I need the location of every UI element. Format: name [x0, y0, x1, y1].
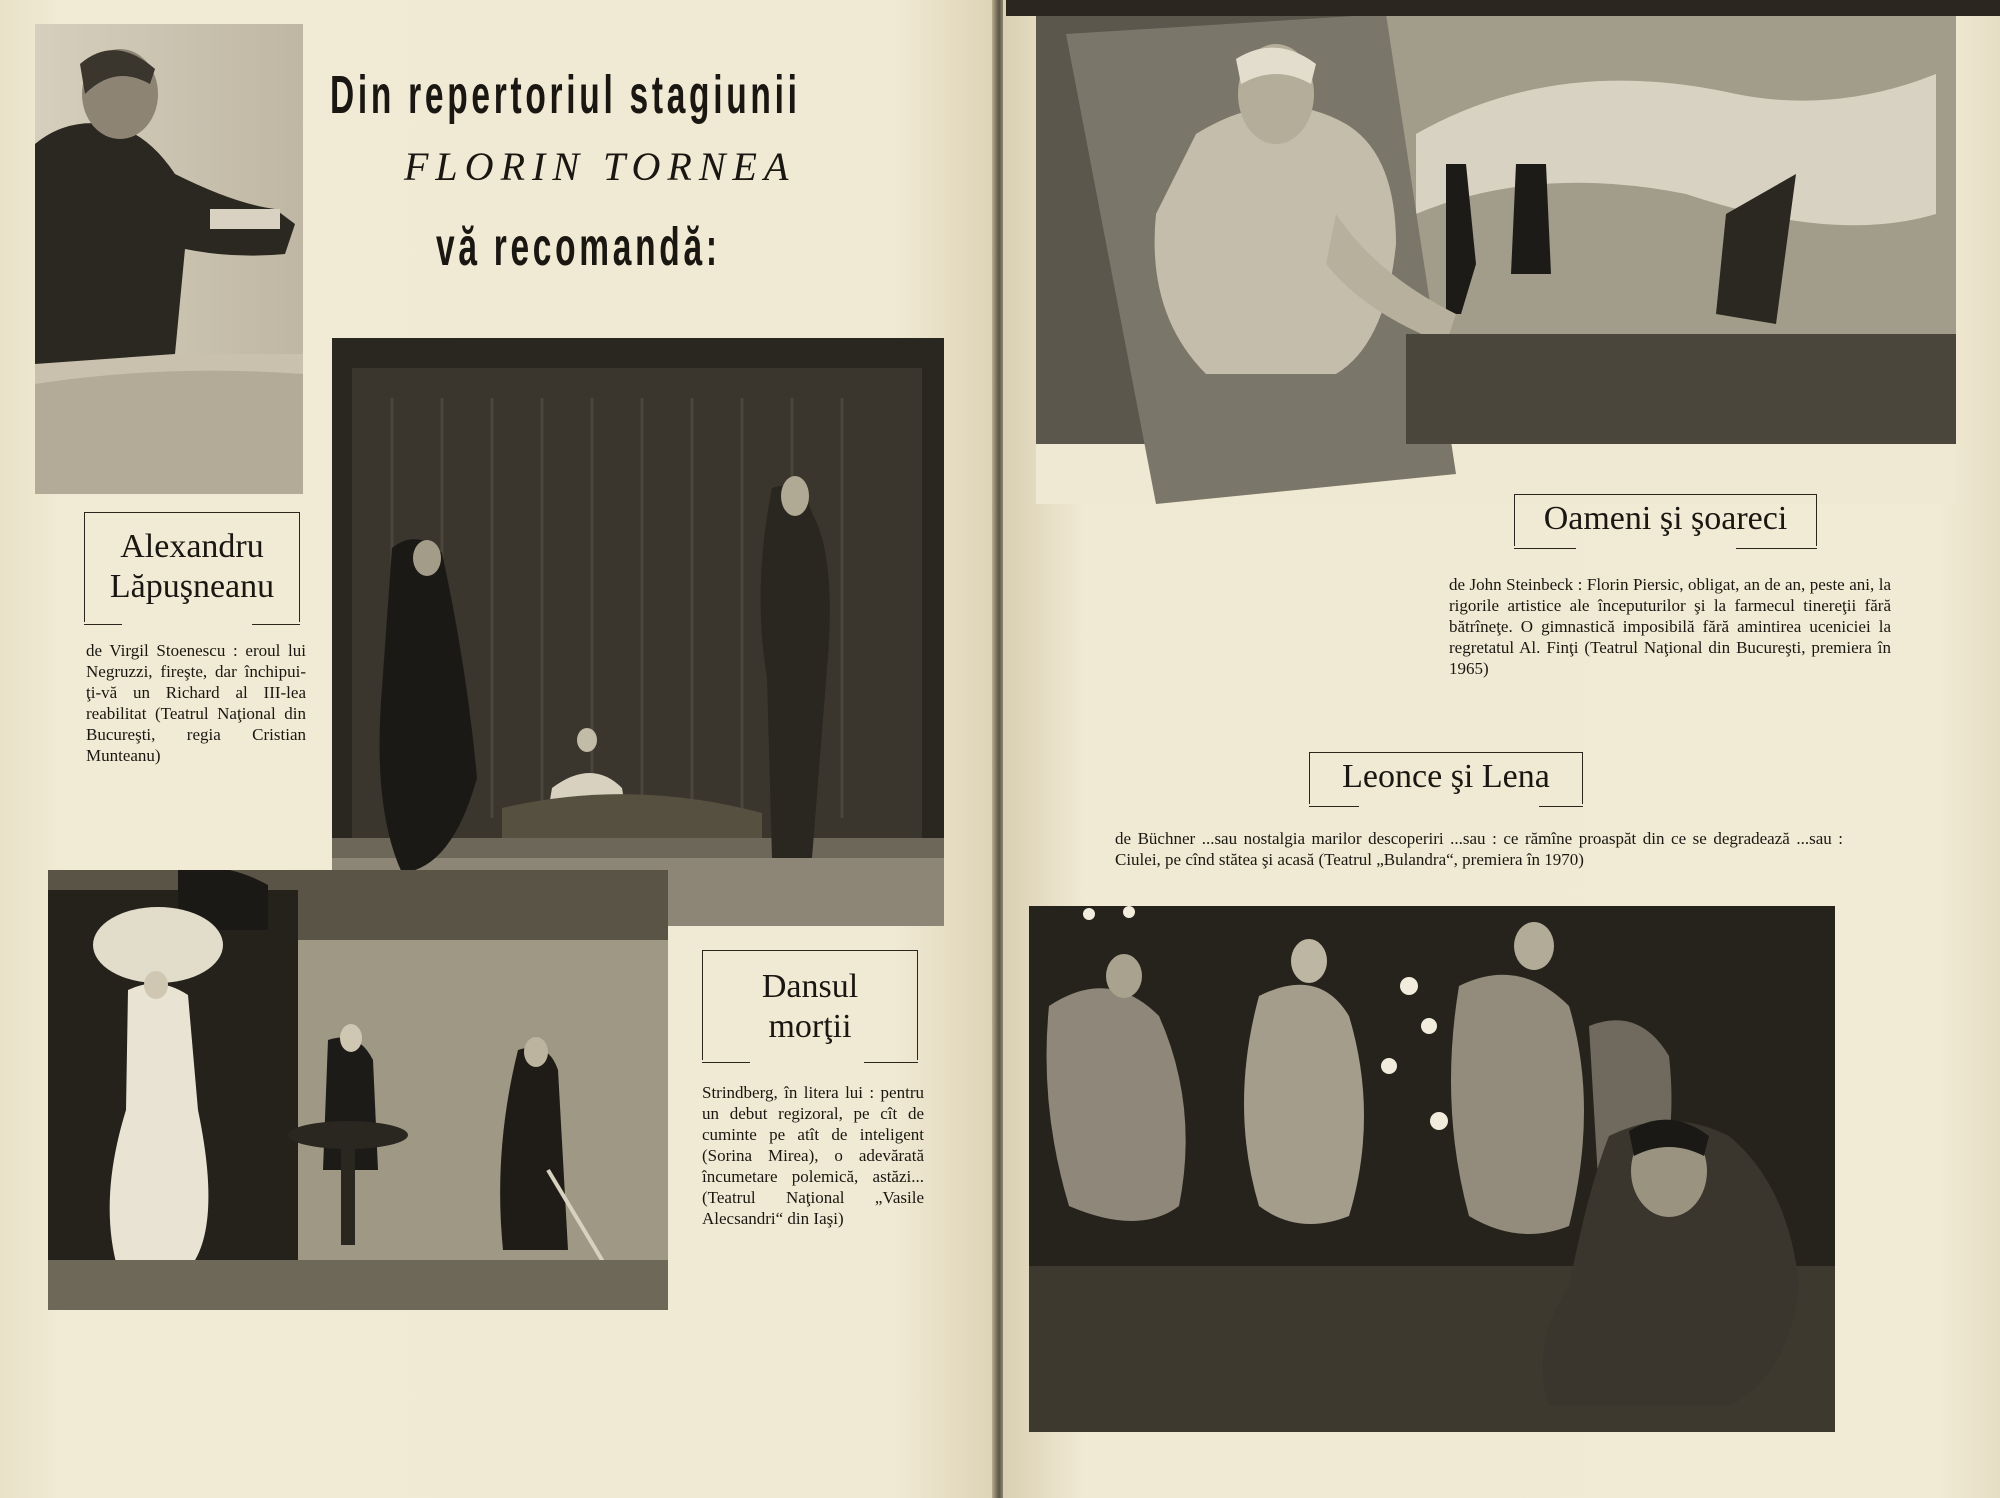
- caption-lapusneanu: de Virgil Stoenescu : eroul lui Negruzzi, fireşte, dar închipui-ţi-vă un Richard al III-lea reabilitat (Teatrul Naţional din Bucureşti, regia Cristian Munteanu): [86, 641, 306, 765]
- title-dansul-mortii: [702, 950, 918, 1060]
- caption-oameni-si-soareci: de John Steinbeck : Florin Piersic, obligat, an de an, peste ani, la rigorile artistice ale începuturilor şi la farmecul tinereţii fără bătrîneţe. O gimnastică imposibilă fără amintirea uceniciei la regretatul Al. Finţi (Teatrul Naţional din Bucureşti, premiera în 1965): [1449, 575, 1891, 678]
- stage-photo-lapusneanu: [332, 338, 944, 926]
- left-page: [0, 0, 995, 1498]
- divider: [1539, 806, 1583, 807]
- header-author: FLORIN TORNEA: [404, 144, 796, 189]
- title-line-1: Alexandru: [120, 528, 264, 565]
- caption-leonce-si-lena: de Büchner ...sau nostalgia marilor descoperiri ...sau : ce rămîne proaspăt din ce se degradează ...sau : Ciulei, pe cînd stătea şi acasă (Teatrul „Bulandra“, premiera în 1970): [1115, 829, 1843, 869]
- title-oameni-si-soareci: [1514, 494, 1817, 546]
- divider: [84, 624, 122, 625]
- divider: [1736, 548, 1817, 549]
- stage-photo-leonce-si-lena: [1029, 906, 1835, 1432]
- right-page: [1003, 0, 2000, 1498]
- portrait-photo-tornea: [35, 24, 303, 494]
- title-line-2: morţii: [768, 1008, 852, 1045]
- divider: [702, 1062, 750, 1063]
- divider: [864, 1062, 918, 1063]
- divider: [1309, 806, 1359, 807]
- divider: [1514, 548, 1576, 549]
- title-alexandru-lapusneanu: [84, 512, 300, 622]
- title-text: Leonce şi Lena: [1342, 758, 1550, 795]
- title-text: Oameni şi şoareci: [1543, 500, 1788, 537]
- title-line-2: Lăpuşneanu: [109, 568, 275, 605]
- divider: [252, 624, 300, 625]
- scan-edge: [1006, 0, 2000, 16]
- title-leonce-si-lena: [1309, 752, 1583, 804]
- header-line-3: vă recomandă:: [436, 217, 721, 277]
- header-line-1: Din repertoriul stagiunii: [330, 65, 801, 125]
- stage-photo-dansul-mortii: [48, 870, 668, 1310]
- title-line-1: Dansul: [761, 968, 859, 1005]
- stage-photo-oameni-si-soareci: [1036, 14, 1956, 504]
- caption-dansul-mortii: Strindberg, în litera lui : pentru un debut regizoral, pe cît de cuminte pe atît de inteligent (Sorina Mirea), o adevărată încumetare polemică, astăzi... (Teatrul Naţional „Vasile Alecsandri“ din Iaşi): [702, 1083, 924, 1228]
